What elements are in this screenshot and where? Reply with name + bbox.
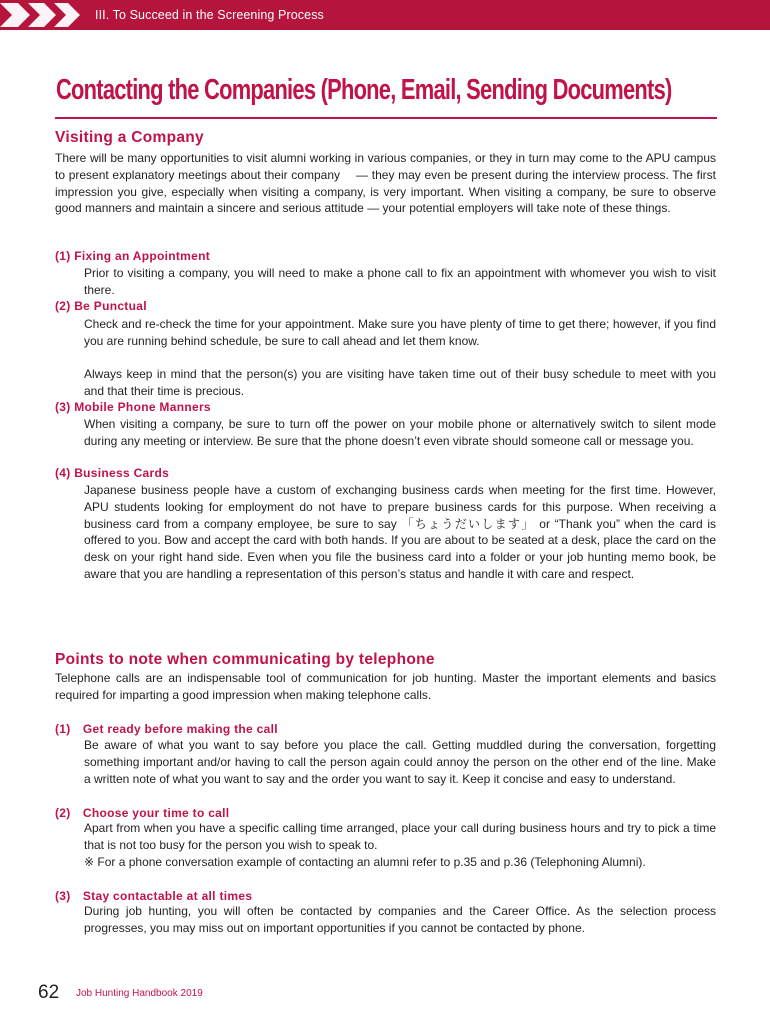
visiting-intro: There will be many opportunities to visit alumni working in various companies, or they in turn may come to the APU campus to present explanatory meetings about their company — they may even be present during the interview process. The first impression you give, especially when visiting a company, is very important. When visiting a company, be sure to observe good manners and maintain a sincere and serious attitude — your potential employers will take note of these things. [55,151,716,216]
telephone-intro: Telephone calls are an indispensable tool of communication for job hunting. Master the important elements and basics required for imparting a good impression when making telephone calls. [55,671,716,702]
item-heading-mobile: (3) Mobile Phone Manners [55,400,211,414]
item-text-choose-time: Apart from when you have a specific calling time arranged, place your call during business hours and try to pick a time that is not too busy for the person you wish to speak to. [84,821,716,852]
item-heading-cards: (4) Business Cards [55,466,170,480]
item-heading-punctual: (2) Be Punctual [55,299,147,313]
arrow-logo-icon [0,0,86,30]
item-text-appointment: Prior to visiting a company, you will need to make a phone call to fix an appointment with whomever you wish to visit there. [84,266,716,297]
item-note-choose-time: ※ For a phone conversation example of contacting an alumni refer to p.35 and p.36 (Telephoning Alumni). [84,855,646,869]
item-heading-get-ready: (1) Get ready before making the call [55,722,278,736]
item-text-punctual: Check and re-check the time for your appointment. Make sure you have plenty of time to get there; however, if you find you are running behind schedule, be sure to call ahead and let them know. [84,317,716,348]
header-bar [0,0,770,30]
page-title: Contacting the Companies (Phone, Email, Sending Documents) [56,74,672,106]
item-heading-contactable: (3) Stay contactable at all times [55,889,253,903]
item-text-contactable: During job hunting, you will often be contacted by companies and the Career Office. As the selection process progresses, you may miss out on important opportunities if you cannot be contacted by phone. [84,904,716,935]
header-section-label: III. To Succeed in the Screening Process [95,8,324,22]
section-heading-telephone: Points to note when communicating by telephone [55,651,435,668]
item-text-mobile: When visiting a company, be sure to turn off the power on your mobile phone or alternatively switch to silent mode during any meeting or interview. Be sure that the phone doesn’t even vibrate should someone call or message you. [84,417,716,448]
item-text-punctual-2: Always keep in mind that the person(s) you are visiting have taken time out of their busy schedule to meet with you and that their time is precious. [84,367,716,398]
item-text-get-ready: Be aware of what you want to say before you place the call. Getting muddled during the conversation, forgetting something important and/or having to call the person again could annoy the person on the other end of the line. Make a written note of what you want to say and the order you want to say it. Keep it concise and easy to understand. [84,738,716,786]
item-heading-choose-time: (2) Choose your time to call [55,806,230,820]
page-number: 62 [38,982,60,1003]
title-divider [55,117,717,119]
item-text-cards: Japanese business people have a custom of exchanging business cards when meeting for the first time. However, APU students looking for employment do not have to prepare business cards for this purpose. When receiving a business card from a company employee, be sure to say 「ちょうだいします」 or “Thank you” when the card is offered to you. Bow and accept the card with both hands. If you are about to be seated at a desk, place the card on the desk on your right hand side. Even when you file the business card into a folder or your job hunting memo book, be aware that you are handling a representation of this person’s status and handle it with care and respect. [84,483,716,581]
item-heading-appointment: (1) Fixing an Appointment [55,249,211,263]
footer-title: Job Hunting Handbook 2019 [76,988,203,999]
section-heading-visiting: Visiting a Company [55,129,204,146]
